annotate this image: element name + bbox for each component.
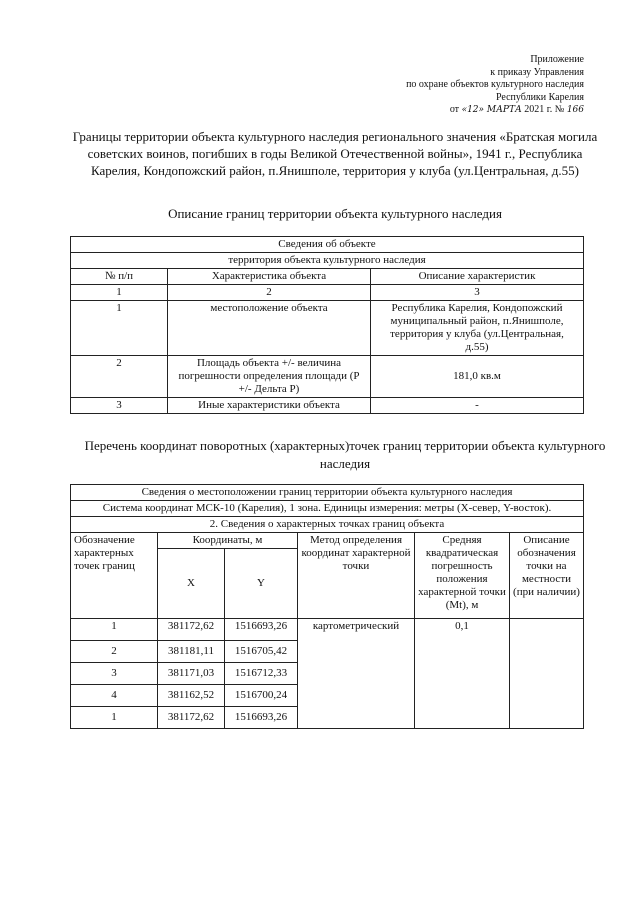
row-no: 2 bbox=[71, 356, 168, 398]
col-header-y: Y bbox=[225, 549, 298, 619]
point-id: 3 bbox=[71, 663, 158, 685]
col-header-no: № п/п bbox=[71, 269, 168, 285]
date-handwritten: «12» МАРТА bbox=[461, 105, 522, 115]
row-characteristic: Площадь объекта +/- величина погрешности определения площади (Р +/- Дельта Р) bbox=[168, 356, 371, 398]
document-title: Границы территории объекта культурного наследия регионального значения «Братская могила советских воинов, погибших в годы Великой Отечественной войны», 1941 г., Республика Карелия, Кондопожский район, п.Янишполе, территория у клуба (ул.Центральная, д.55) bbox=[72, 129, 598, 178]
table-row bbox=[71, 619, 584, 641]
col-header-error: Средняя квадратическая погрешность положения характерной точки (Mt), м bbox=[415, 533, 510, 619]
col-header-method: Метод определения координат характерной точки bbox=[298, 533, 415, 619]
date-prefix: от bbox=[449, 104, 460, 115]
col-number: 1 bbox=[71, 285, 168, 301]
point-id: 2 bbox=[71, 641, 158, 663]
col-header-designation: Обозначение характерных точек границ bbox=[71, 533, 158, 619]
row-description: - bbox=[371, 398, 584, 414]
point-id: 4 bbox=[71, 685, 158, 707]
date-suffix: 2021 г. № bbox=[524, 104, 565, 115]
appendix-block bbox=[406, 54, 584, 117]
row-description: Республика Карелия, Кондопожский муниципальный район, п.Янишполе, территория у клуба (ул.Центральная, д.55) bbox=[371, 301, 584, 356]
point-id: 1 bbox=[71, 707, 158, 729]
col-number: 3 bbox=[371, 285, 584, 301]
appendix-line: Приложение bbox=[530, 54, 584, 65]
col-header-coordinates: Координаты, м bbox=[158, 533, 298, 549]
table-row bbox=[71, 301, 584, 356]
appendix-date bbox=[406, 104, 584, 117]
table1-header: Сведения об объекте bbox=[71, 237, 584, 253]
col-header-x: X bbox=[158, 549, 225, 619]
error-value: 0,1 bbox=[415, 619, 510, 729]
point-y: 1516693,26 bbox=[225, 619, 298, 641]
table2-header: Сведения о местоположении границ территории объекта культурного наследия bbox=[71, 485, 584, 501]
appendix-line: по охране объектов культурного наследия bbox=[406, 79, 584, 90]
point-x: 381171,03 bbox=[158, 663, 225, 685]
col-number: 2 bbox=[168, 285, 371, 301]
point-x: 381181,11 bbox=[158, 641, 225, 663]
section-title-description: Описание границ территории объекта культурного наследия bbox=[168, 206, 502, 221]
row-characteristic: Иные характеристики объекта bbox=[168, 398, 371, 414]
col-header-point-description: Описание обозначения точки на местности (при наличии) bbox=[510, 533, 584, 619]
appendix-line: к приказу Управления bbox=[490, 66, 584, 78]
row-description: 181,0 кв.м bbox=[371, 356, 584, 398]
col-header-description: Описание характеристик bbox=[371, 269, 584, 285]
table2-section-header: 2. Сведения о характерных точках границ объекта bbox=[71, 517, 584, 533]
object-info-table bbox=[70, 236, 584, 414]
table-row bbox=[71, 356, 584, 398]
row-no: 1 bbox=[71, 301, 168, 356]
point-y: 1516712,33 bbox=[225, 663, 298, 685]
point-x: 381162,52 bbox=[158, 685, 225, 707]
appendix-line: Республики Карелия bbox=[495, 91, 584, 103]
point-x: 381172,62 bbox=[158, 707, 225, 729]
point-y: 1516700,24 bbox=[225, 685, 298, 707]
section-title-coordinates: Перечень координат поворотных (характерных)точек границ территории объекта культурного наследия bbox=[84, 438, 606, 471]
coordinates-table bbox=[70, 484, 584, 729]
col-header-characteristic: Характеристика объекта bbox=[168, 269, 371, 285]
method-value: картометрический bbox=[298, 619, 415, 729]
point-description-value bbox=[510, 619, 584, 729]
row-characteristic: местоположение объекта bbox=[168, 301, 371, 356]
point-y: 1516693,26 bbox=[225, 707, 298, 729]
row-no: 3 bbox=[71, 398, 168, 414]
point-y: 1516705,42 bbox=[225, 641, 298, 663]
table-row bbox=[71, 398, 584, 414]
order-number: 166 bbox=[566, 105, 584, 115]
table2-coordinate-system: Система координат МСК-10 (Карелия), 1 зона. Единицы измерения: метры (X-север, Y-восток). bbox=[71, 501, 584, 517]
point-x: 381172,62 bbox=[158, 619, 225, 641]
point-id: 1 bbox=[71, 619, 158, 641]
table1-subheader: территория объекта культурного наследия bbox=[71, 253, 584, 269]
